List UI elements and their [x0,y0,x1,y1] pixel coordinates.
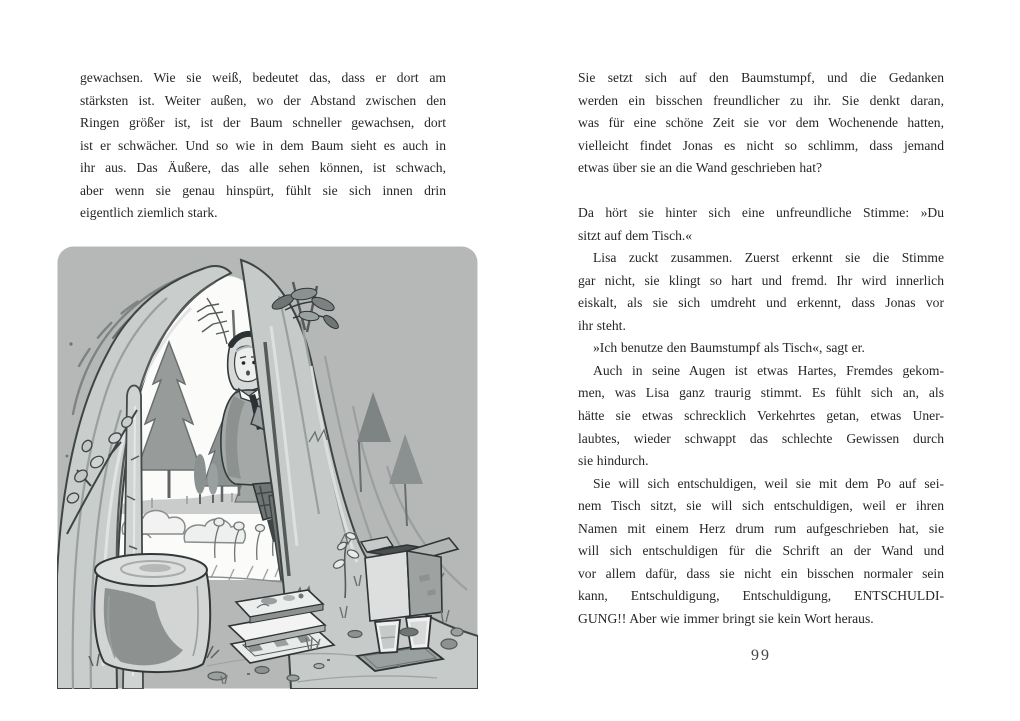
text-line: was für eine schöne Zeit sie vor dem Wochenende hatten, [578,115,944,131]
forest-illustration [57,246,478,689]
text-line: will sich entschuldigen für die Schrift an der Wand und [578,543,944,559]
text-line: stärksten ist. Weiter außen, wo der Abstand zwischen den [80,92,446,108]
text-line: Sie will sich entschuldigen, weil sie mit dem Po auf sei- [593,475,944,491]
text-line: ihr aus. Das Äußere, das alle sehen können, ist schwach, [80,160,446,176]
left-page-text [80,67,446,225]
text-line: werden ein bisschen freundlicher zu ihr. Sie denkt daran, [578,92,944,108]
text-line: hätte sie etwas schrecklich Verkehrtes getan, etwas Uner- [578,407,944,423]
text-line: etwas über sie an die Wand geschrieben hat? [578,160,823,176]
forest-illustration-svg [57,246,478,689]
text-line: Lisa zuckt zusammen. Zuerst erkennt sie die Stimme [593,250,944,266]
text-line: laubtes, wieder schwappt das schlechte Gewissen durch [578,430,944,446]
text-line: sitzt auf dem Tisch.« [578,227,693,243]
text-line: men, was Lisa ganz traurig stimmt. Es fühlt sich an, als [578,385,944,401]
text-line: ihr steht. [578,317,626,333]
text-line: kann, Entschuldigung, Entschuldigung, ENTSCHULDI- [578,588,944,604]
text-line: sie hindurch. [578,453,649,469]
text-line: gar nicht, sie klingt so hart und fremd. Ihr wird innerlich [578,272,944,288]
text-line: eigentlich ziemlich stark. [80,205,218,221]
text-line: aber wenn sie genau hinspürt, fühlt sie sich innen drin [80,182,446,198]
text-line: GUNG!! Aber wie immer bringt sie kein Wort heraus. [578,610,874,626]
text-line: vor allem dafür, dass sie nicht ein bisschen normaler sein [578,565,944,581]
text-line: Ringen größer ist, ist der Baum schneller gewachsen, dort [80,115,446,131]
text-line: Namen mit einem Herz drum rum aufgeschrieben hat, sie [578,520,944,536]
text-line: Auch in seine Augen ist etwas Hartes, Fremdes gekom- [593,362,944,378]
text-line: ist er schwächer. Und so wie in dem Baum sieht es auch in [80,137,446,153]
text-line: eiskalt, als sie sich umdreht und erkennt, dass Jonas vor [578,295,944,311]
text-line: Sie setzt sich auf den Baumstumpf, und die Gedanken [578,70,944,85]
text-line: Da hört sie hinter sich eine unfreundliche Stimme: »Du [578,205,944,221]
text-line: gewachsen. Wie sie weiß, bedeutet das, dass er dort am [80,70,446,85]
text-line: nem Tisch sitzt, sie will sich entschuldigen, weil er ihren [578,498,944,514]
tree-stump [89,554,219,672]
right-page-text [578,67,944,630]
page-number: 99 [751,647,771,664]
text-line: »Ich benutze den Baumstumpf als Tisch«, sagt er. [593,340,865,356]
text-line: vielleicht findet Jonas es nicht so schlimm, dass jemand [578,137,944,153]
